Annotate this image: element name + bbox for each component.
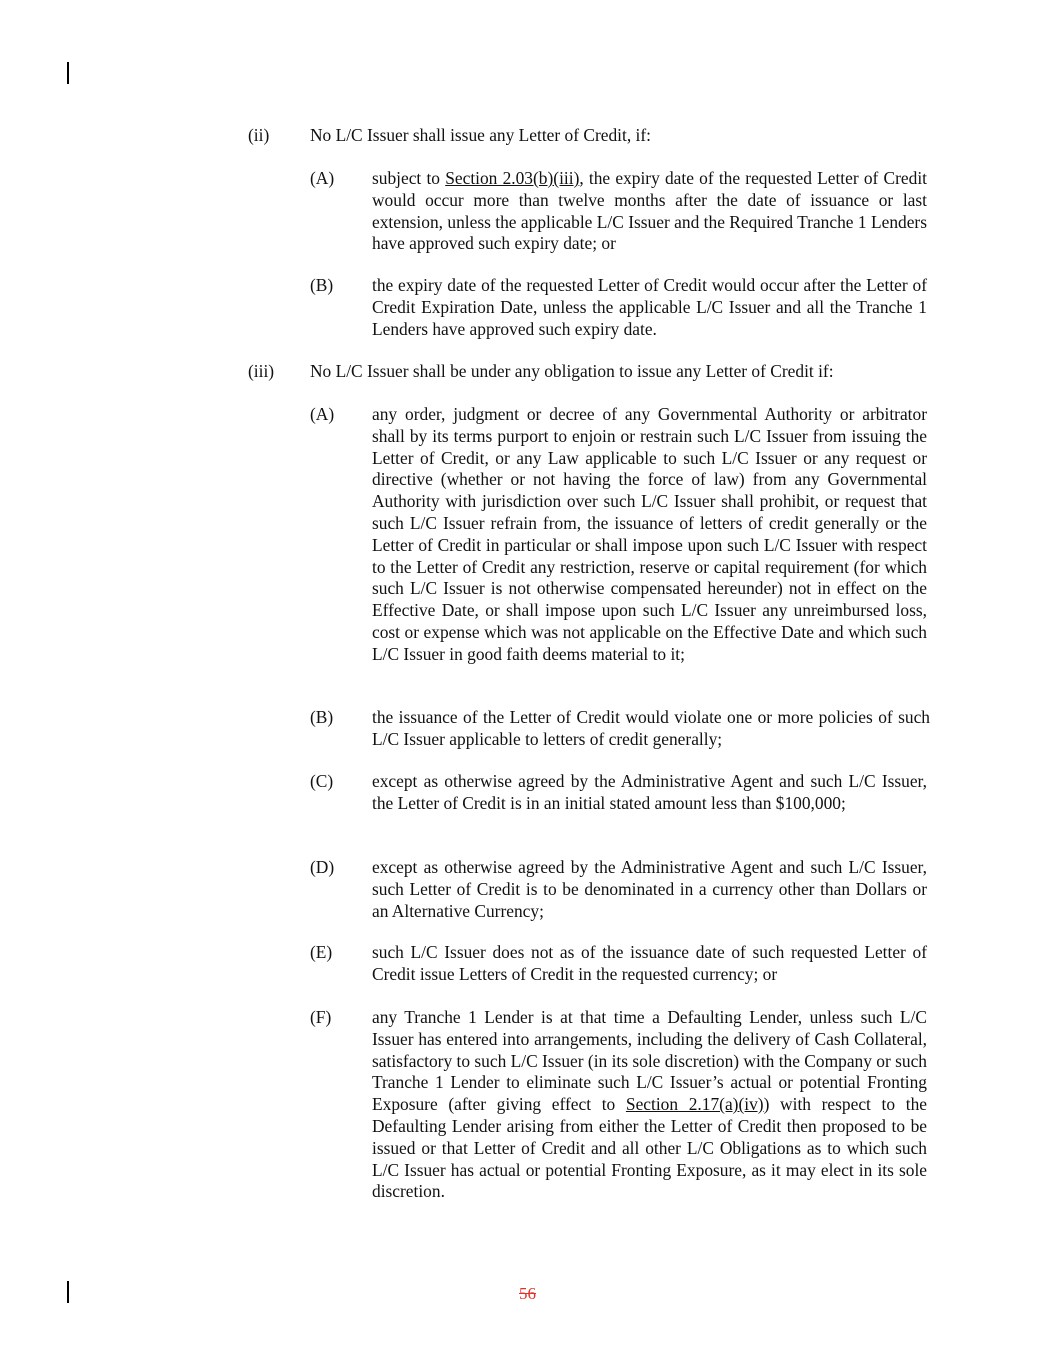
item-number: (B) [310,707,334,727]
clause-ii-item-a [310,168,927,255]
clause-number: (iii) [248,361,275,381]
item-number: (A) [310,168,335,188]
clause-iii-item-c [310,771,927,815]
item-text-pre: any Tranche 1 Lender is at that time a Defaulting Lender, unless such L/C Issuer has entered into arrangements, including the delivery of Cash Collateral, satisfactory to such L/C Issuer (in its sole discretion) with the Company or such Tranche 1 Lender to eliminate such L/C Issuer’s actual or potential Fronting Exposure (after giving effect to [372,1007,927,1115]
clause-text: No L/C Issuer shall be under any obligation to issue any Letter of Credit if: [310,361,834,381]
item-number: (A) [310,404,335,424]
item-number: (C) [310,771,334,791]
item-text: the issuance of the Letter of Credit would violate one or more policies of such L/C Issuer applicable to letters of credit generally; [372,707,930,749]
item-text: any order, judgment or decree of any Governmental Authority or arbitrator shall by its terms purport to enjoin or restrain such L/C Issuer from issuing the Letter of Credit, or any Law applicable to such L/C Issuer or any request or directive (whether or not having the force of law) from any Governmental Authority with jurisdiction over such L/C Issuer shall prohibit, or request that such L/C Issuer refrain from, the issuance of letters of credit generally or the Letter of Credit in particular or shall impose upon such L/C Issuer with respect to the Letter of Credit any restriction, reserve or capital requirement (for which such L/C Issuer is not otherwise compensated hereunder) not in effect on the Effective Date, or shall impose upon such L/C Issuer any unreimbursed loss, cost or expense which was not applicable on the Effective Date and which such L/C Issuer in good faith deems material to it; [372,404,927,664]
item-text: except as otherwise agreed by the Administrative Agent and such L/C Issuer, such Letter of Credit is to be denominated in a currency other than Dollars or an Alternative Currency; [372,857,927,921]
clause-ii-item-b [310,275,927,340]
item-text-post: ) with respect to the Defaulting Lender arising from either the Letter of Credit then proposed to be issued or that Letter of Credit and all other L/C Obligations as to which such L/C Issuer has actual or potential Fronting Exposure, as it may elect in its sole discretion. [372,1094,927,1202]
change-bar-top [67,62,69,84]
clause-ii [248,125,928,147]
clause-text: No L/C Issuer shall issue any Letter of Credit, if: [310,125,651,145]
item-text [372,1007,927,1203]
item-number: (F) [310,1007,332,1027]
item-text [372,168,927,255]
item-text-post: , the expiry date of the requested Letter of Credit would occur more than twelve months after the date of issuance or last extension, unless the applicable L/C Issuer and the Required Tranche 1 Lenders have approved such expiry date; or [372,168,927,254]
item-text: such L/C Issuer does not as of the issuance date of such requested Letter of Credit issue Letters of Credit in the requested currency; or [372,942,927,984]
clause-number: (ii) [248,125,270,145]
page-number: 56 [519,1284,536,1303]
clause-iii [248,361,928,383]
item-text-pre: subject to [372,168,446,188]
clause-iii-item-e [310,942,927,986]
item-number: (E) [310,942,333,962]
clause-iii-item-f [310,1007,927,1203]
item-text: except as otherwise agreed by the Administrative Agent and such L/C Issuer, the Letter of Credit is in an initial stated amount less than $100,000; [372,771,927,813]
clause-iii-item-a [310,404,927,666]
section-reference-link[interactable]: Section 2.03(b)(iii) [445,168,580,188]
item-number: (B) [310,275,334,295]
clause-iii-item-d [310,857,927,922]
clause-iii-item-b [310,707,930,751]
section-reference-link[interactable]: Section 2.17(a)(iv) [625,1094,764,1115]
item-text: the expiry date of the requested Letter of Credit would occur after the Letter of Credit Expiration Date, unless the applicable L/C Issuer and all the Tranche 1 Lenders have approved such expiry date. [372,275,927,339]
item-number: (D) [310,857,335,877]
